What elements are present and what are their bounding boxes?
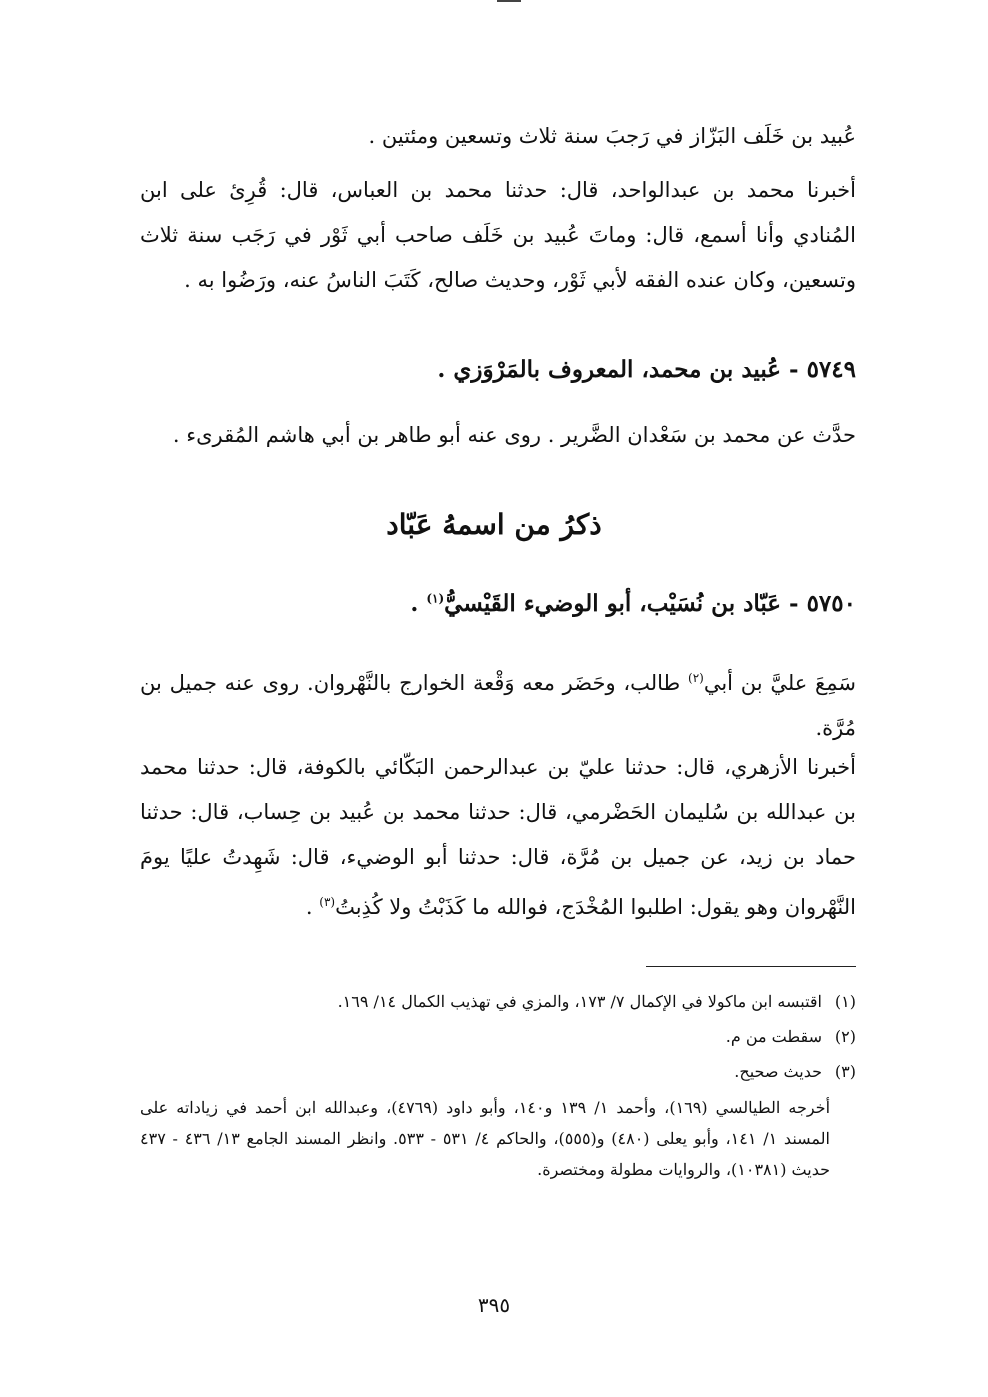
footnote-ref-1: (١): [426, 591, 445, 606]
paragraph-3-rest: طالب، وحَضَر معه وَقْعة الخوارج بالنَّهْروان. روى عنه جميل بن مُرَّة.: [140, 671, 856, 740]
paragraph-4-text: أخبرنا الأزهري، قال: حدثنا عليّ بن عبدالرحمن البَكّائي بالكوفة، قال: حدثنا محمد بن عبدالله بن سُليمان الحَضْرمي، قال: حدثنا محمد بن عُبيد بن حِساب، قال: حدثنا حماد بن زيد، عن جميل بن مُرَّة، قال: حدثنا أبو الوضيء، قال: شَهِدتُ عليًا يومَ النَّهْروان وهو يقول: اطلبوا المُخْدَج، فوالله ما كَذَبْتُ ولا كُذِبتُ: [140, 755, 856, 919]
footnote-ref-2: (٢): [688, 671, 704, 685]
paragraph-3-start: سَمِعَ عليَّ بن أبي: [703, 671, 856, 695]
continued-line: عُبيد بن خَلَف البَزّاز في رَجبَ سنة ثلاث وتسعين ومئتين .: [368, 124, 856, 148]
footnote-1-text: اقتبسه ابن ماكولا في الإكمال ٧/ ١٧٣، والمزي في تهذيب الكمال ١٤/ ١٦٩.: [337, 992, 822, 1011]
paragraph-4: [140, 745, 856, 930]
page-number: ٣٩٥: [477, 1293, 511, 1317]
footnote-3-text: حديث صحيح.: [734, 1062, 822, 1081]
footnote-1-number: (١): [834, 992, 856, 1011]
section-title: ذكرُ من اسمهُ عَبّاد: [386, 508, 602, 541]
footnote-3-number: (٣): [834, 1062, 856, 1081]
top-mark: [497, 0, 521, 2]
footnote-2-text: سقطت من م.: [725, 1027, 822, 1046]
footnote-2-number: (٢): [834, 1027, 856, 1046]
entry-5749: ٥٧٤٩ - عُبيد بن محمد، المعروف بالمَرْوَزي .: [437, 356, 856, 383]
paragraph-1: أخبرنا محمد بن عبدالواحد، قال: حدثنا محمد بن العباس، قال: قُرِئ على ابن المُنادي وأنا أسمع، قال: وماتَ عُبيد بن خَلَف صاحب أبي ثَوْر في رَجَب سنة ثلاث وتسعين، وكان عنده الفقه لأبي ثَوْر، وحديث صالح، كَتَبَ الناسُ عنه، ورَضُوا به .: [140, 178, 856, 292]
entry-5750-end: .: [410, 590, 427, 617]
entry-5750-text: ٥٧٥٠ - عَبّاد بن نُسَيْب، أبو الوضيء القَيْسيُّ: [444, 590, 856, 617]
entry-5750: [410, 590, 856, 617]
footnote-divider: [646, 966, 856, 967]
paragraph-4-end: .: [305, 895, 320, 919]
paragraph-3: [140, 656, 856, 751]
footnote-ref-3: (٣): [319, 895, 336, 909]
paragraph-2: حدَّث عن محمد بن سَعْدان الضَّرير . روى عنه أبو طاهر بن أبي هاشم المُقرىء .: [172, 423, 856, 447]
footnote-3-detail: أخرجه الطيالسي (١٦٩)، وأحمد ١/ ١٣٩ و١٤٠، وأبو داود (٤٧٦٩)، وعبدالله ابن أحمد في زياداته على المسند ١/ ١٤١، وأبو يعلى (٤٨٠) و(٥٥٥)، والحاكم ٤/ ٥٣١ - ٥٣٣. وانظر المسند الجامع ١٣/ ٤٣٦ - ٤٣٧ حديث (١٠٣٨١)، والروايات مطولة ومختصرة.: [140, 1098, 831, 1179]
